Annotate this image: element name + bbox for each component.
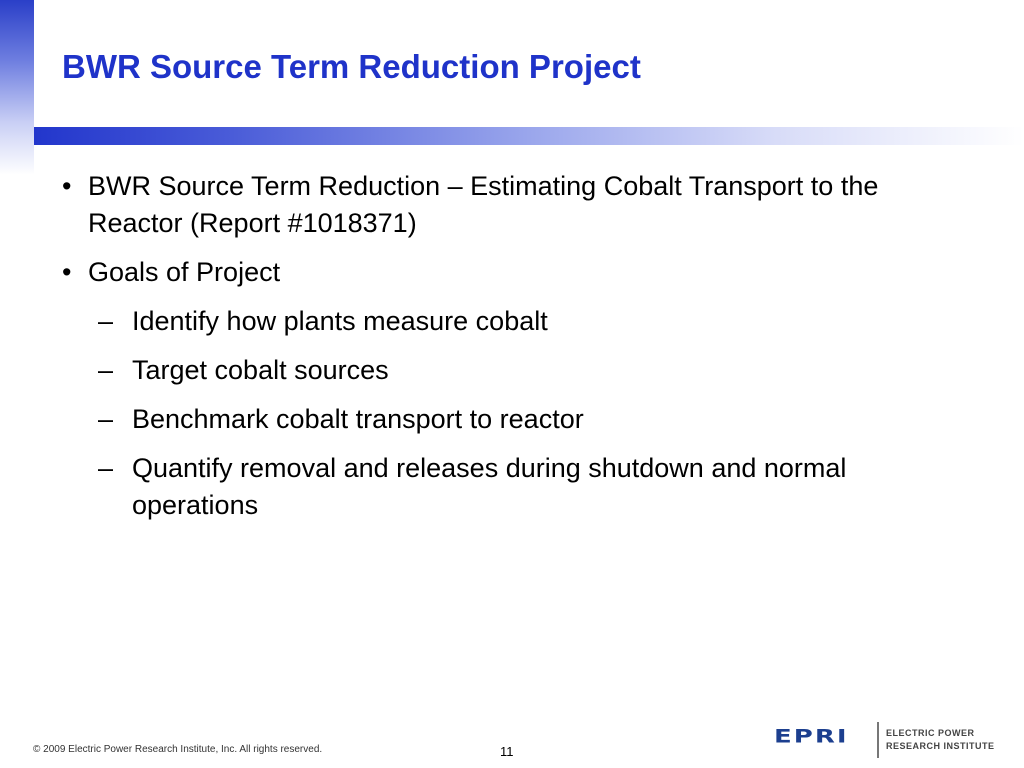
copyright-notice: © 2009 Electric Power Research Institute, Inc. All rights reserved. bbox=[33, 744, 323, 755]
sub-bullet-item bbox=[98, 303, 962, 340]
bullet-text: Goals of Project bbox=[88, 257, 281, 287]
sub-bullet-text: Quantify removal and releases during shutdown and normal operations bbox=[132, 453, 847, 520]
bullet-mark: • bbox=[62, 257, 72, 287]
page-number: 11 bbox=[500, 744, 514, 759]
epri-logo bbox=[774, 720, 994, 758]
bullet-item bbox=[62, 254, 962, 291]
sub-bullet-text: Target cobalt sources bbox=[132, 355, 389, 385]
sub-bullet-mark: – bbox=[98, 355, 114, 385]
left-accent-bar bbox=[0, 0, 34, 175]
slide-body bbox=[62, 168, 962, 536]
logo-line-2: RESEARCH INSTITUTE bbox=[886, 741, 995, 751]
logo-divider bbox=[877, 722, 879, 758]
sub-bullet-item bbox=[98, 450, 962, 524]
sub-bullet-text: Benchmark cobalt transport to reactor bbox=[132, 404, 584, 434]
logo-line-1: ELECTRIC POWER bbox=[886, 728, 975, 738]
logo-wordmark: EPRI bbox=[774, 726, 849, 748]
sub-bullet-text: Identify how plants measure cobalt bbox=[132, 306, 548, 336]
sub-bullet-item bbox=[98, 352, 962, 389]
bullet-text: BWR Source Term Reduction – Estimating Cobalt Transport to the Reactor (Report #1018371) bbox=[88, 171, 879, 238]
slide-title: BWR Source Term Reduction Project bbox=[62, 48, 641, 85]
sub-bullet-mark: – bbox=[98, 306, 114, 336]
bullet-item bbox=[62, 168, 962, 242]
sub-bullet-item bbox=[98, 401, 962, 438]
sub-bullet-mark: – bbox=[98, 404, 114, 434]
sub-bullet-mark: – bbox=[98, 453, 114, 483]
title-underline-bar bbox=[34, 127, 1024, 145]
bullet-mark: • bbox=[62, 171, 72, 201]
